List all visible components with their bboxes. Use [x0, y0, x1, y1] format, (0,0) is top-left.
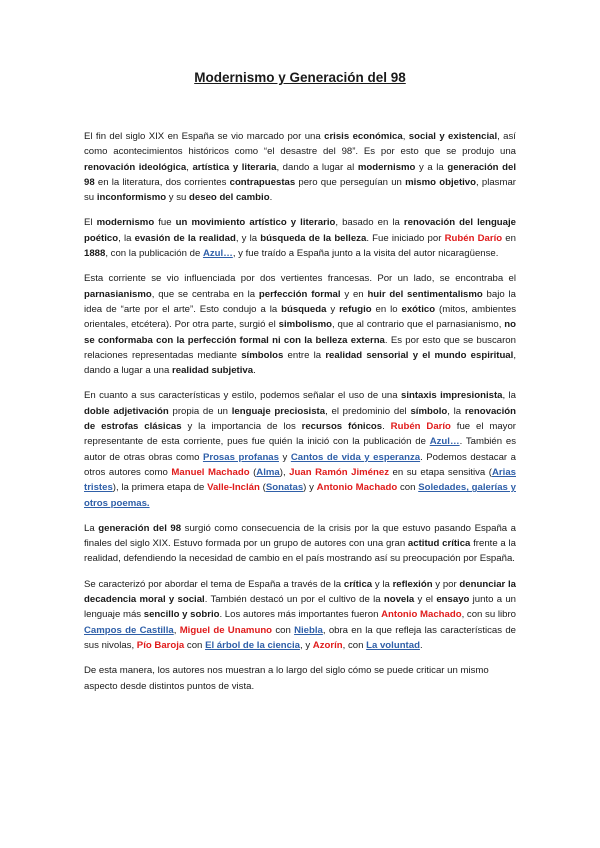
work-title-link[interactable]: Arias tristes: [84, 466, 516, 494]
body-text: y la: [372, 578, 393, 590]
emphasis-text: sencillo y sobrio: [143, 609, 220, 621]
body-text: , la: [447, 405, 465, 417]
emphasis-text: denunciar la decadencia moral y social: [84, 578, 516, 606]
paragraph-4: [84, 388, 516, 510]
body-text: .: [419, 639, 423, 651]
emphasis-text: generación del 98: [98, 522, 182, 534]
body-text: .: [382, 421, 391, 433]
body-text: . También es autor de otras obras como: [84, 436, 517, 463]
emphasis-text: recursos fónicos: [301, 421, 383, 433]
body-text: en: [502, 232, 516, 244]
body-text: , con la publicación de: [105, 248, 203, 260]
emphasis-text: lenguaje preciosista: [231, 405, 326, 417]
body-text: , basado en la: [335, 217, 404, 229]
body-text: (: [249, 466, 257, 478]
work-title-link[interactable]: Cantos de vida y esperanza: [290, 451, 421, 463]
body-text: . Podemos destacar a otros autores como: [84, 451, 516, 478]
work-title-link[interactable]: Azul…: [429, 436, 460, 448]
work-title-link[interactable]: Soledades, galerías y otros poemas.: [84, 482, 516, 509]
body-text: , que se centraba en la: [151, 288, 259, 300]
body-text: y a la: [415, 161, 448, 173]
body-text: , con su libro: [461, 609, 516, 621]
emphasis-text: renovación de estrofas clásicas: [84, 405, 517, 433]
body-text: entre la: [283, 349, 326, 361]
body-text: . Fue iniciado por: [366, 232, 445, 244]
emphasis-text: un movimiento artístico y literario: [175, 217, 336, 229]
work-title-link[interactable]: Sonatas: [265, 482, 304, 494]
body-text: ,: [186, 161, 193, 173]
emphasis-text: modernismo: [357, 161, 416, 173]
body-text: fue: [154, 217, 176, 229]
body-text: ), la primera etapa de: [112, 482, 208, 494]
body-text: , y: [299, 639, 313, 651]
body-text: . Los autores más importantes fueron: [219, 609, 382, 621]
emphasis-text: generación del 98: [84, 161, 516, 188]
author-name: Antonio Machado: [381, 609, 462, 621]
body-text: y: [326, 303, 340, 315]
body-text: ,: [173, 624, 180, 636]
body-text: con: [397, 482, 419, 494]
emphasis-text: huir del sentimentalismo: [367, 288, 483, 300]
body-text: El: [84, 217, 97, 229]
paragraph-7: [84, 663, 516, 694]
paragraph-6: [84, 577, 516, 653]
body-text: La: [84, 522, 99, 534]
emphasis-text: social y existencial: [408, 131, 498, 142]
body-text: y el: [414, 594, 437, 606]
body-text: , con: [342, 639, 367, 651]
paragraph-3: [84, 271, 516, 378]
emphasis-text: contrapuestas: [229, 176, 296, 188]
emphasis-text: modernismo: [96, 217, 155, 229]
body-text: y su: [166, 192, 190, 204]
emphasis-text: actitud crítica: [407, 538, 471, 550]
work-title-link[interactable]: Azul…: [202, 248, 233, 260]
author-name: Miguel de Unamuno: [179, 624, 273, 636]
document-title: Modernismo y Generación del 98: [194, 70, 406, 85]
body-text: El fin del siglo XIX en España se vio marcado por una: [84, 131, 325, 142]
body-text: , obra en la que refleja las características de sus nivolas,: [84, 624, 516, 651]
body-text: y por: [432, 578, 460, 590]
emphasis-text: reflexión: [392, 578, 433, 590]
body-text: pero que perseguían un: [295, 176, 406, 188]
emphasis-text: ensayo: [436, 594, 470, 606]
work-title-link[interactable]: Campos de Castilla: [84, 624, 174, 636]
body-text: y la importancia de los: [181, 421, 302, 433]
emphasis-text: artística y literaria: [192, 161, 277, 173]
work-title-link[interactable]: Prosas profanas: [202, 451, 279, 463]
body-text: ,: [402, 131, 409, 142]
body-text: y: [278, 451, 291, 463]
emphasis-text: deseo del cambio: [189, 192, 270, 204]
paragraph-1: [84, 129, 516, 205]
emphasis-text: búsqueda de la belleza: [260, 232, 367, 244]
paragraph-2: [84, 215, 516, 261]
body-text: en su etapa sensitiva (: [389, 466, 492, 478]
emphasis-text: simbolismo: [278, 319, 332, 331]
work-title-link[interactable]: Alma: [256, 466, 280, 478]
emphasis-text: símbolos: [241, 349, 284, 361]
body-text: frente a la realidad, defendiendo la necesidad de cambio en el país mostrando así su preocupación por España.: [84, 538, 516, 565]
body-text: (: [259, 482, 266, 494]
emphasis-text: renovación ideológica: [84, 161, 187, 173]
body-text: En cuanto a sus características y estilo, podemos señalar el uso de una: [84, 390, 401, 402]
body-text: , así como acontecimientos históricos como “el desastre del 98”. Es por esto que se produjo una: [84, 131, 516, 158]
emphasis-text: novela: [383, 594, 415, 606]
body-text: .: [269, 192, 273, 204]
emphasis-text: no se conformaba con la perfección formal ni con la belleza externa: [84, 319, 516, 346]
body-text: en lo: [371, 303, 402, 315]
work-title-link[interactable]: Niebla: [294, 624, 323, 636]
body-text: propia de un: [168, 405, 232, 417]
body-text: con: [272, 624, 295, 636]
body-text: , y fue traído a España junto a la visita del autor nicaragüense.: [232, 248, 499, 260]
body-text: .: [253, 365, 256, 377]
body-text: Esta corriente se vio influenciada por dos vertientes francesas. Por un lado, se encontraba el: [84, 273, 516, 285]
emphasis-text: evasión de la realidad: [134, 232, 236, 244]
body-text: (mitos, ambientes orientales, etcétera). Por otra parte, surgió el: [84, 303, 516, 331]
body-text: . Es por esto que se buscaron relaciones representadas mediante: [84, 334, 516, 361]
body-text: , dando a lugar al: [276, 161, 358, 173]
author-name: Antonio Machado: [316, 482, 398, 494]
author-name: Rubén Darío: [390, 421, 451, 433]
emphasis-text: perfección formal: [258, 288, 341, 300]
emphasis-text: 1888: [84, 248, 106, 260]
emphasis-text: exótico: [401, 303, 436, 315]
emphasis-text: sintaxis impresionista: [400, 390, 503, 402]
body-text: . También destacó un por el cultivo de la: [204, 594, 384, 606]
body-text: , el predominio del: [325, 405, 411, 417]
body-text: ) y: [303, 482, 317, 494]
body-text: fue el mayor representante de esta corriente, pues fue quién la inició con la publicación de: [84, 421, 516, 448]
emphasis-text: símbolo: [410, 405, 448, 417]
body-text: y en: [340, 288, 368, 300]
emphasis-text: refugio: [339, 303, 372, 315]
author-name: Valle-Inclán: [207, 482, 260, 494]
body-text: en la literatura, dos corrientes: [94, 176, 230, 188]
emphasis-text: búsqueda: [281, 303, 327, 315]
body-text: Se caracterizó por abordar el tema de España a través de la: [84, 578, 344, 590]
emphasis-text: realidad sensorial y el mundo espiritual: [325, 349, 514, 361]
work-title-link[interactable]: El árbol de la ciencia: [205, 639, 300, 651]
body-text: , y la: [235, 232, 261, 244]
body-text: bajo la idea de “arte por el arte”. Esto condujo a la: [84, 288, 516, 315]
body-text: , la: [502, 390, 516, 402]
body-text: junto a un lenguaje más: [84, 594, 517, 621]
emphasis-text: crisis económica: [324, 131, 403, 142]
emphasis-text: realidad subjetiva: [172, 365, 254, 377]
emphasis-text: crítica: [343, 578, 373, 590]
work-title-link[interactable]: La voluntad: [366, 639, 420, 651]
emphasis-text: doble adjetivación: [84, 405, 169, 417]
author-name: Manuel Machado: [171, 466, 250, 478]
emphasis-text: inconformismo: [96, 192, 167, 204]
body-text: , la: [118, 232, 135, 244]
body-text: surgió como consecuencia de la crisis por la que estuvo pasando España a finales del siglo XIX. Estuvo formada por un grupo de autores con una gran: [84, 522, 517, 550]
body-text: , plasmar su: [84, 176, 516, 204]
author-name: Rubén Darío: [444, 232, 503, 244]
emphasis-text: mismo objetivo: [405, 176, 476, 188]
emphasis-text: parnasianismo: [84, 288, 152, 300]
body-text: , dando a lugar a una: [84, 349, 516, 377]
author-name: Juan Ramón Jiménez: [289, 466, 389, 478]
body-text: ),: [279, 466, 290, 478]
body-text: con: [184, 639, 206, 651]
paragraph-5: [84, 521, 516, 567]
emphasis-text: renovación del lenguaje poético: [84, 217, 517, 244]
body-text: , que al contrario que el parnasianismo,: [331, 319, 505, 331]
document-body: [84, 129, 516, 694]
body-text: De esta manera, los autores nos muestran a lo largo del siglo cómo se puede criticar un mismo aspecto desde distintos puntos de vista.: [84, 665, 489, 692]
author-name: Azorín: [312, 639, 343, 651]
author-name: Pío Baroja: [136, 639, 185, 651]
